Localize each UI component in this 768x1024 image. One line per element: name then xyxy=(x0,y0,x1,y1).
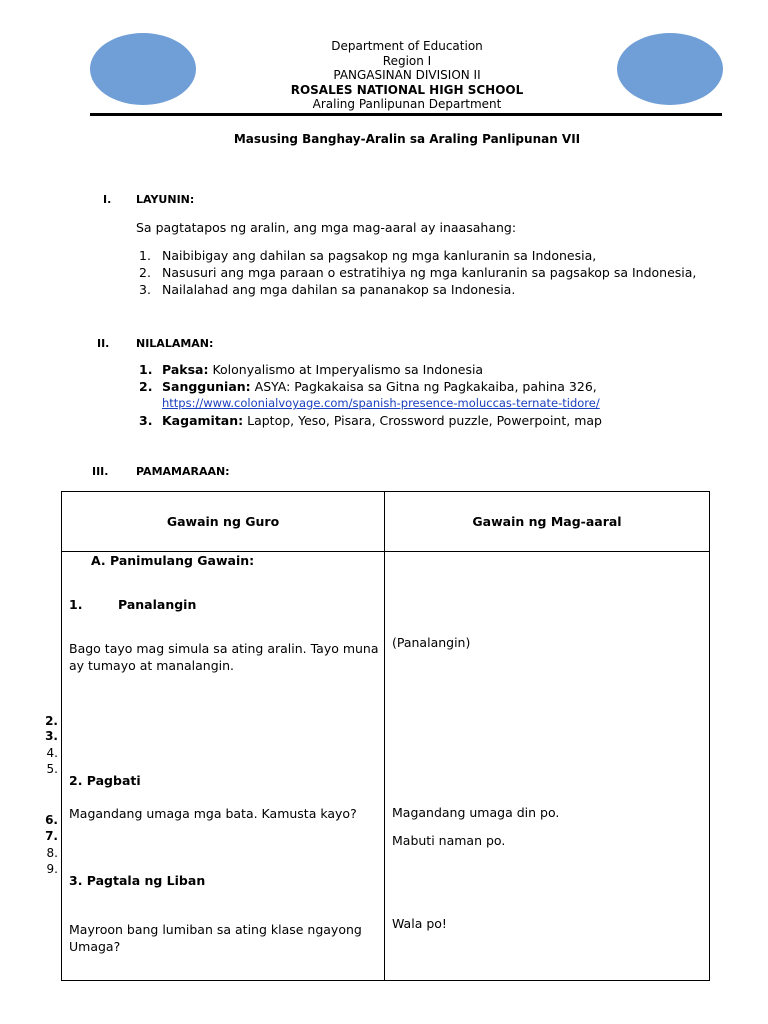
content-2-number: 2. xyxy=(139,379,153,394)
margin-number: 9. xyxy=(46,862,58,876)
step-2-student-2: Mabuti naman po. xyxy=(392,833,506,848)
objective-1-text: Naibibigay ang dahilan sa pagsakop ng mga kanluranin sa Indonesia, xyxy=(162,248,597,263)
objective-1-number: 1. xyxy=(139,248,151,263)
objective-3-text: Nailalahad ang mga dahilan sa pananakop sa Indonesia. xyxy=(162,282,516,297)
section-3-heading: PAMAMARAAN: xyxy=(136,465,230,478)
step-1-student: (Panalangin) xyxy=(392,635,471,650)
teacher-activities-cell xyxy=(62,552,385,981)
margin-number: 8. xyxy=(46,846,58,860)
margin-number: 5. xyxy=(46,762,58,776)
content-3-number: 3. xyxy=(139,413,153,428)
step-3-teacher-line-2: Umaga? xyxy=(69,939,121,954)
header-divider xyxy=(90,113,722,116)
step-1-title: Panalangin xyxy=(118,597,197,612)
content-2 xyxy=(162,378,597,395)
objective-2-text: Nasusuri ang mga paraan o estratihiya ng mga kanluranin sa pagsakop sa Indonesia, xyxy=(162,265,697,280)
subheading-panimulang-gawain: A. Panimulang Gawain: xyxy=(91,553,255,568)
content-2-text: ASYA: Pagkakaisa sa Gitna ng Pagkakaiba, pahina 326, xyxy=(254,379,597,394)
content-2-label: Sanggunian: xyxy=(162,379,251,394)
section-1-number: I. xyxy=(103,193,112,206)
margin-number: 2. xyxy=(45,714,58,728)
content-3-label: Kagamitan: xyxy=(162,413,244,428)
content-1-number: 1. xyxy=(139,362,153,377)
student-column-header xyxy=(385,492,710,552)
content-1-text: Kolonyalismo at Imperyalismo sa Indonesia xyxy=(212,362,484,377)
content-3-text: Laptop, Yeso, Pisara, Crossword puzzle, Powerpoint, map xyxy=(247,413,602,428)
margin-number: 7. xyxy=(45,829,58,843)
header-division: PANGASINAN DIVISION II xyxy=(333,68,481,82)
content-1-label: Paksa: xyxy=(162,362,209,377)
margin-number: 3. xyxy=(45,729,58,743)
section-1-intro: Sa pagtatapos ng aralin, ang mga mag-aaral ay inaasahang: xyxy=(136,220,517,235)
step-3-teacher-line-1: Mayroon bang lumiban sa ating klase ngayong xyxy=(69,922,362,937)
section-2-number: II. xyxy=(97,337,110,350)
margin-number: 4. xyxy=(46,746,58,760)
document-title: Masusing Banghay-Aralin sa Araling Panlipunan VII xyxy=(233,132,581,146)
step-3-title: 3. Pagtala ng Liban xyxy=(69,873,206,888)
content-1 xyxy=(162,361,483,378)
step-2-title: 2. Pagbati xyxy=(69,773,141,788)
step-1-teacher-line-2: ay tumayo at manalangin. xyxy=(69,658,235,673)
objective-3-number: 3. xyxy=(139,282,151,297)
step-1-number: 1. xyxy=(69,597,83,612)
step-2-teacher: Magandang umaga mga bata. Kamusta kayo? xyxy=(69,806,357,821)
header-school: ROSALES NATIONAL HIGH SCHOOL xyxy=(290,83,524,97)
reference-link-line xyxy=(162,395,600,412)
header-region: Region I xyxy=(382,54,432,68)
section-1-heading: LAYUNIN: xyxy=(136,193,195,206)
section-3-number: III. xyxy=(92,465,109,478)
procedure-table xyxy=(61,491,710,981)
student-activities-cell xyxy=(385,552,710,981)
step-3-student: Wala po! xyxy=(392,916,447,931)
step-2-student-1: Magandang umaga din po. xyxy=(392,805,560,820)
content-3 xyxy=(162,412,602,429)
student-column-header-text: Gawain ng Mag-aaral xyxy=(472,514,622,529)
section-2-heading: NILALAMAN: xyxy=(136,337,214,350)
header-subject-department: Araling Panlipunan Department xyxy=(312,97,502,111)
teacher-column-header-text: Gawain ng Guro xyxy=(166,514,280,529)
teacher-column-header xyxy=(62,492,385,552)
objective-2-number: 2. xyxy=(139,265,151,280)
margin-number: 6. xyxy=(45,813,58,827)
header-department: Department of Education xyxy=(331,39,483,53)
reference-link[interactable]: https://www.colonialvoyage.com/spanish-presence-moluccas-ternate-tidore/ xyxy=(162,396,600,410)
step-1-teacher-line-1: Bago tayo mag simula sa ating aralin. Tayo muna xyxy=(69,641,379,656)
